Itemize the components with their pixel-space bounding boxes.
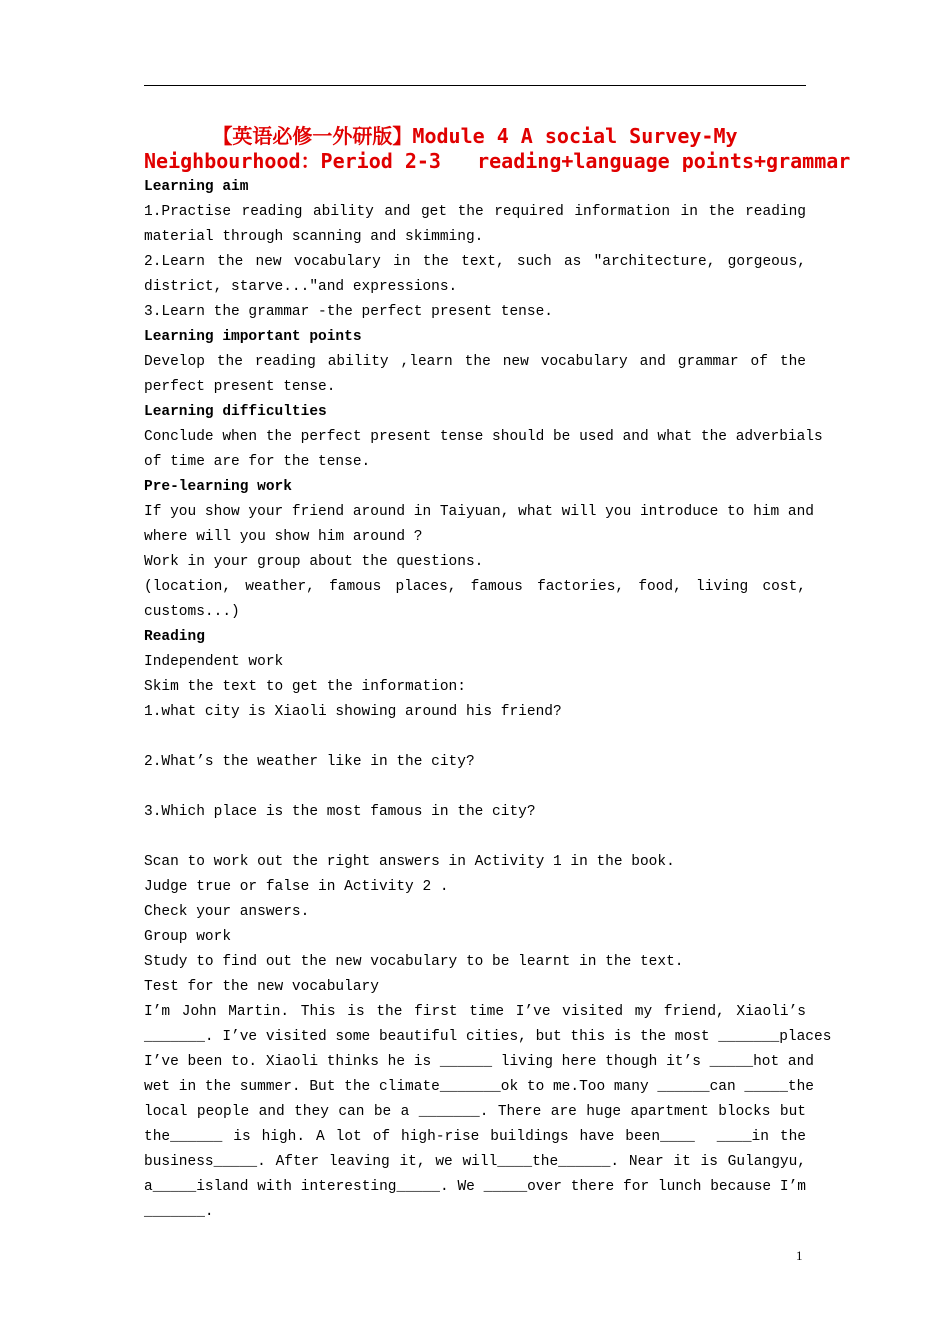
aim-item-1a: 1.Practise reading ability and get the required information in the reading — [144, 204, 806, 220]
cloze-line-2: _______. I’ve visited some beautiful cities, but this is the most _______places — [144, 1029, 832, 1045]
cloze-line-3: I’ve been to. Xiaoli thinks he is ______ living here though it’s _____hot and — [144, 1054, 815, 1070]
reading-heading: Reading — [144, 629, 205, 645]
question-3: 3.Which place is the most famous in the city? — [144, 804, 536, 820]
difficulties-text-a: Conclude when the perfect present tense should be used and what the adverbials — [144, 429, 823, 445]
pre-learning-heading: Pre-learning work — [144, 479, 292, 495]
aim-item-2a: 2.Learn the new vocabulary in the text, such as "architecture, gorgeous, — [144, 254, 806, 270]
important-points-text-a: Develop the reading ability ,learn the new vocabulary and grammar of the — [144, 354, 806, 370]
title-line-2: Neighbourhood：Period 2-3 reading+language points+grammar — [144, 149, 851, 173]
answer-space-3 — [144, 825, 806, 850]
judge-instruction: Judge true or false in Activity 2 . — [144, 879, 449, 895]
page-title — [144, 124, 851, 174]
independent-work: Independent work — [144, 654, 284, 670]
cloze-line-1: I’m John Martin. This is the first time I’ve visited my friend, Xiaoli’s — [144, 1004, 806, 1020]
pre-learning-text-d: (location, weather, famous places, famous factories, food, living cost, — [144, 579, 806, 595]
cloze-line-5: local people and they can be a _______. There are huge apartment blocks but — [144, 1104, 806, 1120]
important-points-text-b: perfect present tense. — [144, 379, 336, 395]
group-work: Group work — [144, 929, 232, 945]
question-1: 1.what city is Xiaoli showing around his friend? — [144, 704, 562, 720]
pre-learning-text-b: where will you show him around ? — [144, 529, 423, 545]
answer-space-1 — [144, 725, 806, 750]
difficulties-heading: Learning difficulties — [144, 404, 327, 420]
cloze-line-7: business_____. After leaving it, we will____the______. Near it is Gulangyu, — [144, 1154, 806, 1170]
aim-item-2b: district, starve..."and expressions. — [144, 279, 458, 295]
aim-item-3: 3.Learn the grammar -the perfect present tense. — [144, 304, 553, 320]
cloze-line-9: _______. — [144, 1204, 214, 1220]
difficulties-text-b: of time are for the tense. — [144, 454, 371, 470]
pre-learning-text-a: If you show your friend around in Taiyuan, what will you introduce to him and — [144, 504, 815, 520]
check-instruction: Check your answers. — [144, 904, 310, 920]
pre-learning-text-e: customs...) — [144, 604, 240, 620]
cloze-line-6: the______ is high. A lot of high-rise buildings have been____ ____in the — [144, 1129, 806, 1145]
learning-aim-heading: Learning aim — [144, 179, 249, 195]
vocabulary-test-heading: Test for the new vocabulary — [144, 979, 379, 995]
cloze-line-4: wet in the summer. But the climate_______ok to me.Too many ______can _____the — [144, 1079, 815, 1095]
study-instruction: Study to find out the new vocabulary to be learnt in the text. — [144, 954, 684, 970]
header-rule — [144, 85, 806, 86]
document-body — [144, 175, 832, 1225]
skim-instruction: Skim the text to get the information: — [144, 679, 466, 695]
cloze-line-8: a_____island with interesting_____. We _____over there for lunch because I’m — [144, 1179, 806, 1195]
important-points-heading: Learning important points — [144, 329, 362, 345]
aim-item-1b: material through scanning and skimming. — [144, 229, 484, 245]
page-number: 1 — [796, 1248, 803, 1263]
scan-instruction: Scan to work out the right answers in Activity 1 in the book. — [144, 854, 675, 870]
answer-space-2 — [144, 775, 806, 800]
title-line-1: 【英语必修一外研版】Module 4 A social Survey-My — [212, 124, 738, 148]
question-2: 2.What’s the weather like in the city? — [144, 754, 475, 770]
pre-learning-text-c: Work in your group about the questions. — [144, 554, 484, 570]
